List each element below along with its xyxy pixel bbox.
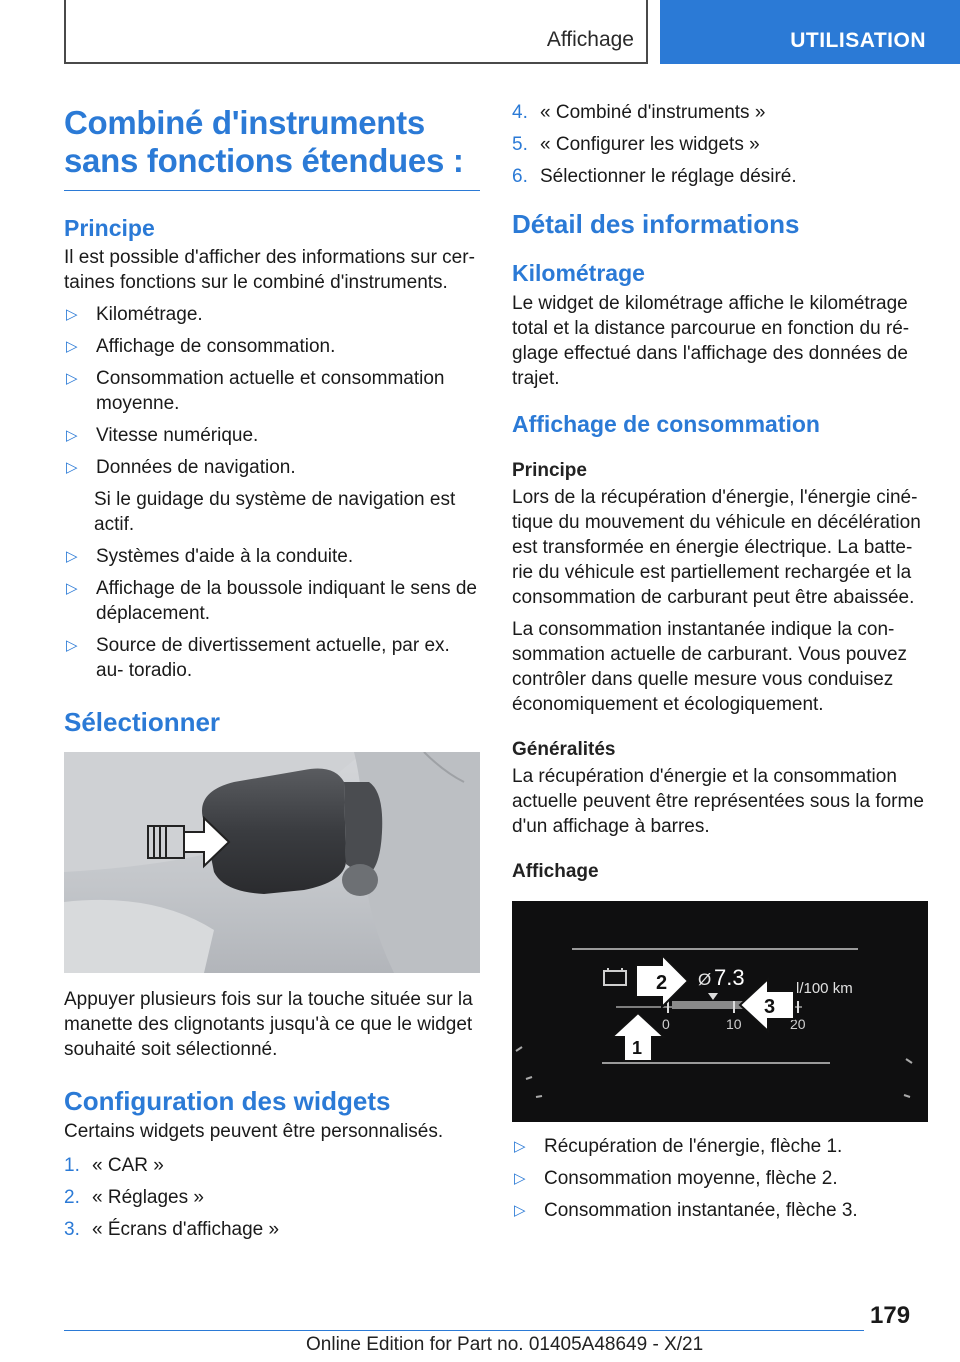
generalites-heading: Généralités (512, 739, 616, 760)
triangle-bullet-icon: ▷ (66, 637, 78, 654)
triangle-bullet-icon: ▷ (66, 459, 78, 476)
page-title: Combiné d'instruments sans fonctions étendues : (64, 104, 480, 191)
triangle-bullet-icon: ▷ (514, 1170, 526, 1187)
arrow-3-label: 3 (764, 996, 776, 1018)
list-item: ▷ Affichage de la boussole indiquant le sens de déplacement. (66, 578, 477, 624)
triangle-bullet-icon: ▷ (514, 1202, 526, 1219)
triangle-bullet-icon: ▷ (66, 338, 78, 355)
config-text: Certains widgets peuvent être personnalisés. (64, 1121, 444, 1142)
detail-heading: Détail des informations (512, 209, 800, 239)
list-item: 6. Sélectionner le réglage désiré. (512, 166, 797, 187)
selectionner-caption: Appuyer plusieurs fois sur la touche située sur la manette des clignotants jusqu'à ce que le widget souhaité soit sélectionné. (64, 989, 473, 1060)
list-item: 4. « Combiné d'instruments » (512, 102, 766, 123)
triangle-bullet-icon: ▷ (66, 306, 78, 323)
principe-heading: Principe (64, 215, 155, 241)
list-item: ▷ Récupération de l'énergie, flèche 1. (514, 1136, 843, 1157)
navigation-note: Si le guidage du système de navigation est actif. (94, 489, 456, 535)
config-heading: Configuration des widgets (64, 1086, 391, 1116)
config-steps (64, 1153, 480, 1242)
principe-list (64, 302, 480, 683)
arrow-1-label: 1 (632, 1038, 643, 1058)
list-item: ▷ Systèmes d'aide à la conduite. (66, 546, 354, 567)
triangle-bullet-icon: ▷ (514, 1138, 526, 1155)
arrow-3-icon (740, 979, 794, 1031)
average-symbol: Ø (698, 970, 712, 989)
consumption-display-figure (512, 901, 928, 1122)
list-item: ▷ Données de navigation. (66, 457, 296, 478)
header-title: Affichage (546, 28, 634, 51)
list-item: 2. « Réglages » (64, 1187, 204, 1208)
battery-icon (604, 968, 626, 985)
left-column (64, 100, 480, 1242)
triangle-bullet-icon: ▷ (66, 580, 78, 597)
turn-signal-lever-illustration (64, 752, 480, 973)
triangle-bullet-icon: ▷ (66, 427, 78, 444)
conso-principe-heading: Principe (512, 460, 587, 481)
list-item: 5. « Configurer les widgets » (512, 134, 760, 155)
arrow-legend-list (512, 1134, 928, 1223)
list-item: ▷ Consommation actuelle et consommation moyenne. (66, 368, 445, 414)
list-item: ▷ Consommation moyenne, flèche 2. (514, 1168, 838, 1189)
conso-principe-text-2: La consommation instantanée indique la con‐ sommation actuelle de carburant. Vous pouvez contrôler dans quelle mesure vous conduisez économiquement et écologiquement. (512, 619, 908, 715)
list-item: 3. « Écrans d'affichage » (64, 1219, 280, 1240)
scale-label-10: 10 (726, 1016, 742, 1032)
list-item: ▷ Kilométrage. (66, 304, 203, 325)
principe-text: Il est possible d'afficher des informations sur cer‐ taines fonctions sur le combiné d'instruments. (64, 247, 475, 293)
header-frame (64, 0, 648, 64)
conso-heading: Affichage de consommation (512, 411, 820, 437)
selectionner-heading: Sélectionner (64, 707, 221, 737)
config-steps-continued (512, 100, 928, 189)
average-value: 7.3 (714, 965, 745, 990)
conso-principe-text-1: Lors de la récupération d'énergie, l'énergie ciné‐ tique du mouvement du véhicule en décélération est transformée en énergie électrique. La batte‐ rie du véhicule est partiellement rechargée et la consommation de carburant peut être abaissée. (512, 487, 921, 608)
consumption-display-illustration (512, 901, 928, 1122)
arrow-2-icon (636, 955, 688, 1007)
arrow-2-label: 2 (656, 972, 668, 994)
page-number: 179 (870, 1302, 911, 1329)
km-text: Le widget de kilométrage affiche le kilométrage total et la distance parcourue en fonction du ré‐ glage effectué dans l'affichage des données de trajet. (512, 293, 910, 389)
list-item: 1. « CAR » (64, 1155, 164, 1176)
header-section-tab (660, 0, 960, 64)
scale-label-20: 20 (790, 1016, 806, 1032)
triangle-bullet-icon: ▷ (66, 548, 78, 565)
list-item: ▷ Affichage de consommation. (66, 336, 336, 357)
list-item: ▷ Consommation instantanée, flèche 3. (514, 1200, 858, 1221)
turn-signal-lever-photo (64, 752, 480, 973)
triangle-bullet-icon: ▷ (66, 370, 78, 387)
arrow-1-icon (612, 1013, 664, 1061)
list-item: ▷ Source de divertissement actuelle, par ex. au‐ toradio. (66, 635, 450, 681)
footer-edition: Online Edition for Part no. 01405A48649 - X/21 (306, 1334, 704, 1355)
affichage-heading: Affichage (512, 861, 599, 882)
generalites-text: La récupération d'énergie et la consommation actuelle peuvent être représentées sous la forme d'un affichage à barres. (512, 766, 924, 837)
consumption-unit: l/100 km (796, 980, 853, 997)
footer-divider (64, 1330, 864, 1331)
km-heading: Kilométrage (512, 260, 645, 286)
header-section-label: UTILISATION (790, 29, 926, 52)
list-item: ▷ Vitesse numérique. (66, 425, 259, 446)
scale-label-0: 0 (662, 1016, 670, 1032)
right-column (512, 100, 928, 1223)
